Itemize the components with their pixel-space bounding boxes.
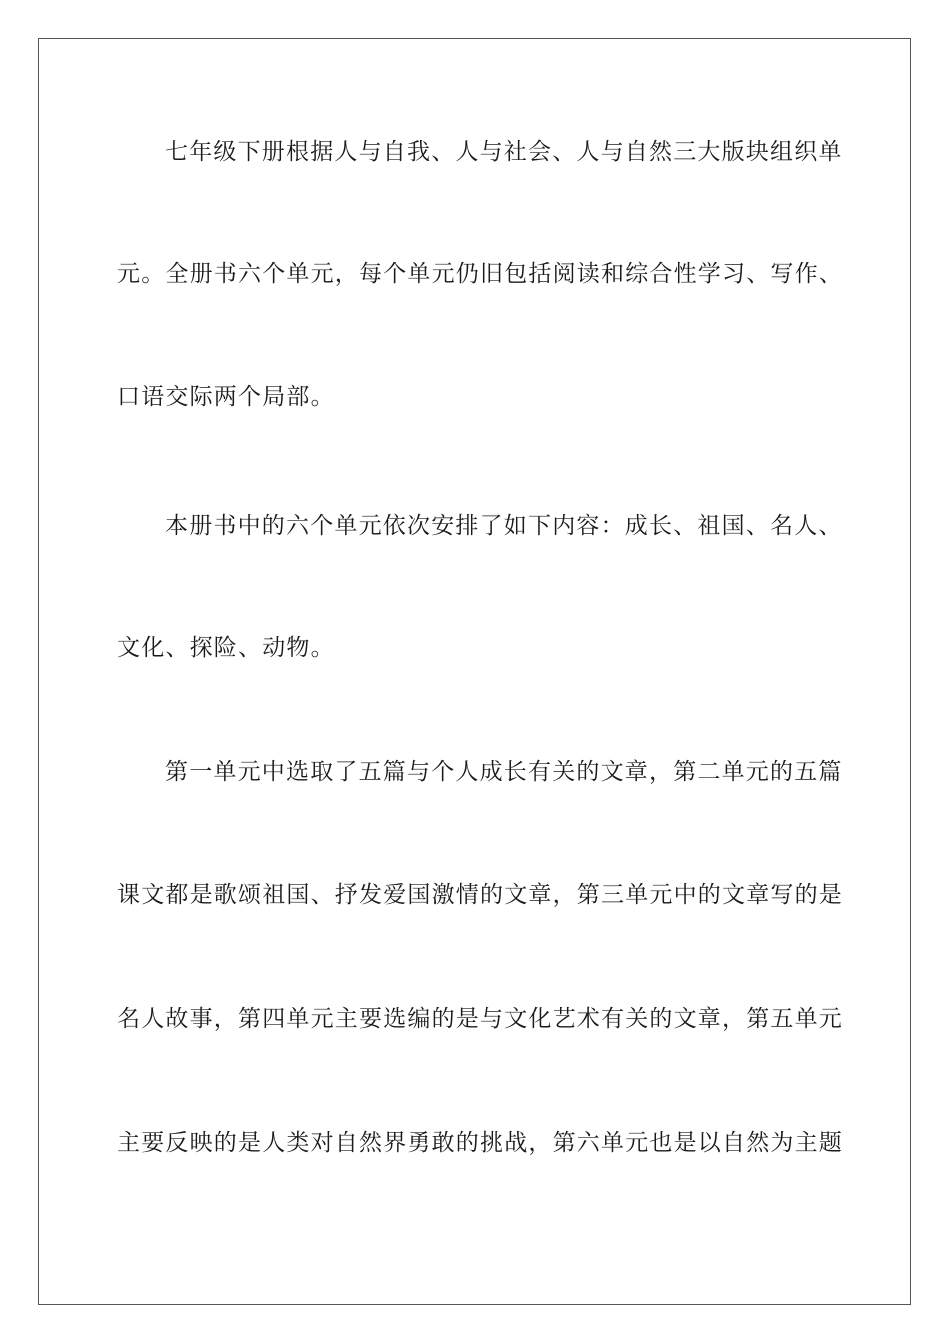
paragraph-1-line-3: 口语交际两个局部。 (117, 384, 335, 410)
paragraph-1-line-2: 元。全册书六个单元，每个单元仍旧包括阅读和综合性学习、写作、 (117, 261, 843, 287)
paragraph-2-line-1: 本册书中的六个单元依次安排了如下内容：成长、祖国、名人、 (165, 513, 843, 539)
paragraph-3-line-4: 主要反映的是人类对自然界勇敢的挑战，第六单元也是以自然为主题 (117, 1130, 843, 1156)
paragraph-3-line-3: 名人故事，第四单元主要选编的是与文化艺术有关的文章，第五单元 (117, 1006, 843, 1032)
paragraph-3-line-2: 课文都是歌颂祖国、抒发爱国激情的文章，第三单元中的文章写的是 (117, 882, 843, 908)
paragraph-3-line-1: 第一单元中选取了五篇与个人成长有关的文章，第二单元的五篇 (165, 759, 843, 785)
page-frame (38, 38, 911, 1305)
paragraph-1-line-1: 七年级下册根据人与自我、人与社会、人与自然三大版块组织单 (165, 139, 843, 165)
paragraph-2-line-2: 文化、探险、动物。 (117, 635, 335, 661)
